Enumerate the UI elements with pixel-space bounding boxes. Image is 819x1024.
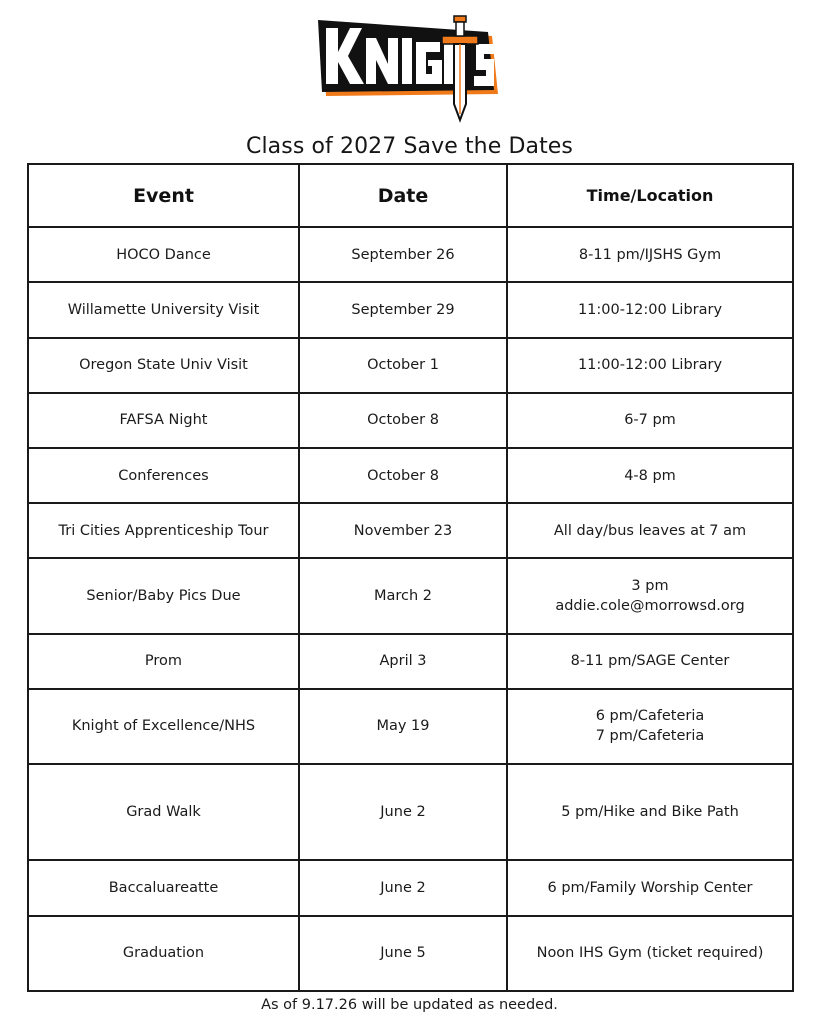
time-location-line: 7 pm/Cafeteria bbox=[595, 728, 705, 745]
date-cell: October 8 bbox=[299, 448, 507, 503]
time-location-line: 8-11 pm/SAGE Center bbox=[570, 653, 730, 670]
table-row bbox=[28, 860, 793, 915]
time-location-line: 6-7 pm bbox=[624, 412, 676, 429]
time-location-cell bbox=[507, 282, 793, 337]
table-row bbox=[28, 503, 793, 558]
event-cell: FAFSA Night bbox=[28, 393, 299, 448]
footer-note: As of 9.17.26 will be updated as needed. bbox=[261, 997, 558, 1013]
time-location-line: 5 pm/Hike and Bike Path bbox=[561, 804, 739, 821]
time-location-line: Noon IHS Gym (ticket required) bbox=[536, 945, 764, 962]
time-location-line: 6 pm/Family Worship Center bbox=[547, 880, 753, 896]
event-cell: HOCO Dance bbox=[28, 227, 299, 282]
event-cell: Conferences bbox=[28, 448, 299, 503]
save-the-dates-table bbox=[27, 163, 794, 992]
time-location-cell bbox=[507, 764, 793, 860]
page-title: Class of 2027 Save the Dates bbox=[246, 134, 573, 159]
table-row bbox=[28, 227, 793, 282]
time-location-cell bbox=[507, 503, 793, 558]
table-row bbox=[28, 764, 793, 860]
event-cell: Willamette University Visit bbox=[28, 282, 299, 337]
date-cell: May 19 bbox=[299, 689, 507, 764]
date-cell: March 2 bbox=[299, 558, 507, 633]
time-location-line: 6 pm/Cafeteria bbox=[595, 708, 705, 725]
time-location-cell bbox=[507, 448, 793, 503]
table-row bbox=[28, 916, 793, 991]
table-row bbox=[28, 634, 793, 689]
date-cell: April 3 bbox=[299, 634, 507, 689]
table-row bbox=[28, 558, 793, 633]
event-cell: Senior/Baby Pics Due bbox=[28, 558, 299, 633]
time-location-line: 3 pm bbox=[631, 577, 669, 594]
table-row bbox=[28, 689, 793, 764]
date-cell: June 2 bbox=[299, 764, 507, 860]
time-location-line: 11:00-12:00 Library bbox=[577, 302, 723, 318]
event-cell: Oregon State Univ Visit bbox=[28, 338, 299, 393]
time-location-cell bbox=[507, 634, 793, 689]
table-row bbox=[28, 338, 793, 393]
date-cell: June 5 bbox=[299, 916, 507, 991]
time-location-cell bbox=[507, 338, 793, 393]
date-cell: June 2 bbox=[299, 860, 507, 915]
date-cell: September 26 bbox=[299, 227, 507, 282]
date-cell: September 29 bbox=[299, 282, 507, 337]
header-event: Event bbox=[28, 164, 299, 227]
time-location-cell bbox=[507, 558, 793, 633]
time-location-cell bbox=[507, 916, 793, 991]
time-location-line: All day/bus leaves at 7 am bbox=[553, 522, 747, 539]
knights-logo-svg bbox=[316, 14, 502, 124]
time-location-line: 4-8 pm bbox=[624, 467, 676, 484]
header-time-location: Time/Location bbox=[507, 164, 793, 227]
event-cell: Prom bbox=[28, 634, 299, 689]
time-location-cell bbox=[507, 393, 793, 448]
event-cell: Knight of Excellence/NHS bbox=[28, 689, 299, 764]
table-row bbox=[28, 393, 793, 448]
time-location-line: 8-11 pm/IJSHS Gym bbox=[578, 246, 722, 263]
event-cell: Baccaluareatte bbox=[28, 860, 299, 915]
header-row bbox=[28, 164, 793, 227]
date-cell: November 23 bbox=[299, 503, 507, 558]
time-location-cell bbox=[507, 860, 793, 915]
knights-logo bbox=[316, 14, 502, 124]
table-row bbox=[28, 282, 793, 337]
time-location-line: 11:00-12:00 Library bbox=[577, 357, 723, 374]
table-row bbox=[28, 448, 793, 503]
date-cell: October 1 bbox=[299, 338, 507, 393]
header-date: Date bbox=[299, 164, 507, 227]
time-location-line: addie.cole@morrowsd.org bbox=[555, 597, 745, 614]
event-cell: Tri Cities Apprenticeship Tour bbox=[28, 503, 299, 558]
time-location-cell bbox=[507, 227, 793, 282]
event-cell: Grad Walk bbox=[28, 764, 299, 860]
date-cell: October 8 bbox=[299, 393, 507, 448]
time-location-cell bbox=[507, 689, 793, 764]
event-cell: Graduation bbox=[28, 916, 299, 991]
